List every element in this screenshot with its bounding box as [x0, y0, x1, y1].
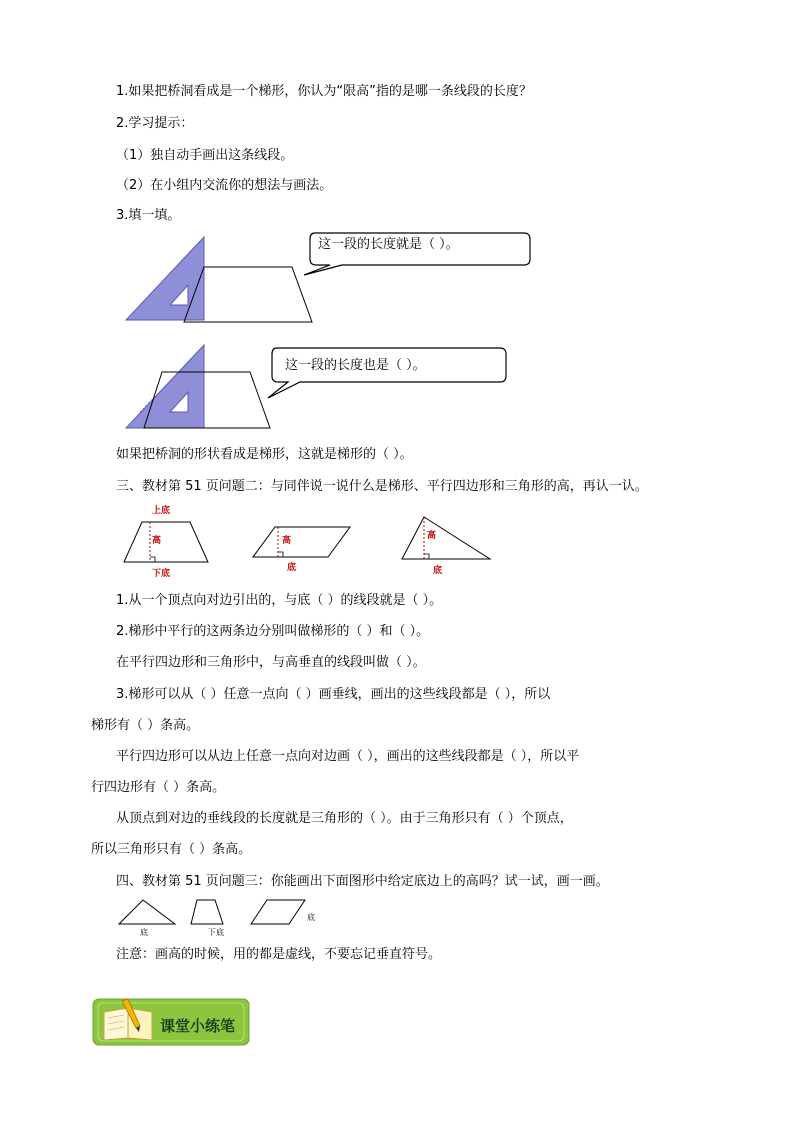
label-bottom-base: 下底 [152, 569, 171, 579]
hint-1: （1）独自动手画出这条线段。 [116, 148, 294, 163]
right-angle-mark [424, 554, 429, 559]
figure-set-square-2 [120, 340, 540, 435]
label-top-base: 上底 [152, 506, 171, 516]
line-5a: 平行四边形可以从边上任意一点向对边画（ ），画出的这些线段都是（ ），所以平 [116, 749, 580, 764]
exercise-triangle [119, 900, 175, 924]
exercise-label-bottom-base: 下底 [208, 928, 224, 937]
section-three-title: 三、教材第 51 页问题二：与同伴说一说什么是梯形、平行四边形和三角形的高，再认一认。 [116, 479, 648, 494]
badge-label: 课堂小练笔 [160, 1017, 236, 1035]
bubble-text-2: 这一段的长度也是（ ）。 [285, 358, 426, 373]
line-4a: 3.梯形可以从（ ）任意一点向（ ）画垂线，画出的这些线段都是（ ），所以 [116, 687, 551, 702]
parallelogram-shape [253, 527, 350, 557]
note-text: 注意：画高的时候，用的都是虚线，不要忘记垂直符号。 [116, 947, 442, 962]
line-3: 在平行四边形和三角形中，与高垂直的线段叫做（ ）。 [116, 655, 426, 670]
exercise-trapezoid [191, 900, 223, 924]
question-2: 2.学习提示： [116, 116, 194, 131]
line-6b: 所以三角形只有（ ）条高。 [91, 842, 252, 857]
triangle-shape [402, 517, 490, 559]
exercise-label-base-1: 底 [140, 928, 148, 937]
right-angle-mark [150, 557, 155, 562]
question-3: 3.填一填。 [116, 208, 181, 223]
bubble-text-1: 这一段的长度就是（ ）。 [318, 237, 459, 252]
right-angle-mark [278, 552, 283, 557]
hint-2: （2）在小组内交流你的想法与画法。 [116, 178, 333, 193]
trapezoid-shape [124, 522, 208, 562]
label-height-parallelogram: 高 [282, 536, 292, 546]
label-height-triangle: 高 [427, 531, 437, 541]
figure-exercise-shapes [115, 896, 325, 932]
set-square-shape [126, 345, 204, 428]
label-base-triangle: 底 [433, 566, 443, 576]
label-base-parallelogram: 底 [287, 563, 297, 573]
label-height-trapezoid: 高 [152, 536, 162, 546]
figure-heights [120, 505, 500, 580]
line-5b: 行四边形有（ ）条高。 [91, 780, 226, 795]
exercise-parallelogram [251, 900, 305, 924]
line-1: 1.从一个顶点向对边引出的，与底（ ）的线段就是（ ）。 [116, 593, 443, 608]
conclusion-text: 如果把桥洞的形状看成是梯形，这就是梯形的（ ）。 [116, 447, 413, 462]
line-4b: 梯形有（ ）条高。 [91, 718, 200, 733]
exercise-label-base-2: 底 [307, 913, 315, 922]
section-four-title: 四、教材第 51 页问题三：你能画出下面图形中给定底边上的高吗？试一试，画一画。 [116, 874, 609, 889]
line-6a: 从顶点到对边的垂线段的长度就是三角形的（ ）。由于三角形只有（ ）个顶点， [116, 811, 573, 826]
question-1: 1.如果把桥洞看成是一个梯形，你认为“限高”指的是哪一条线段的长度？ [116, 84, 532, 99]
line-2: 2.梯形中平行的这两条边分别叫做梯形的（ ）和（ ）。 [116, 624, 430, 639]
